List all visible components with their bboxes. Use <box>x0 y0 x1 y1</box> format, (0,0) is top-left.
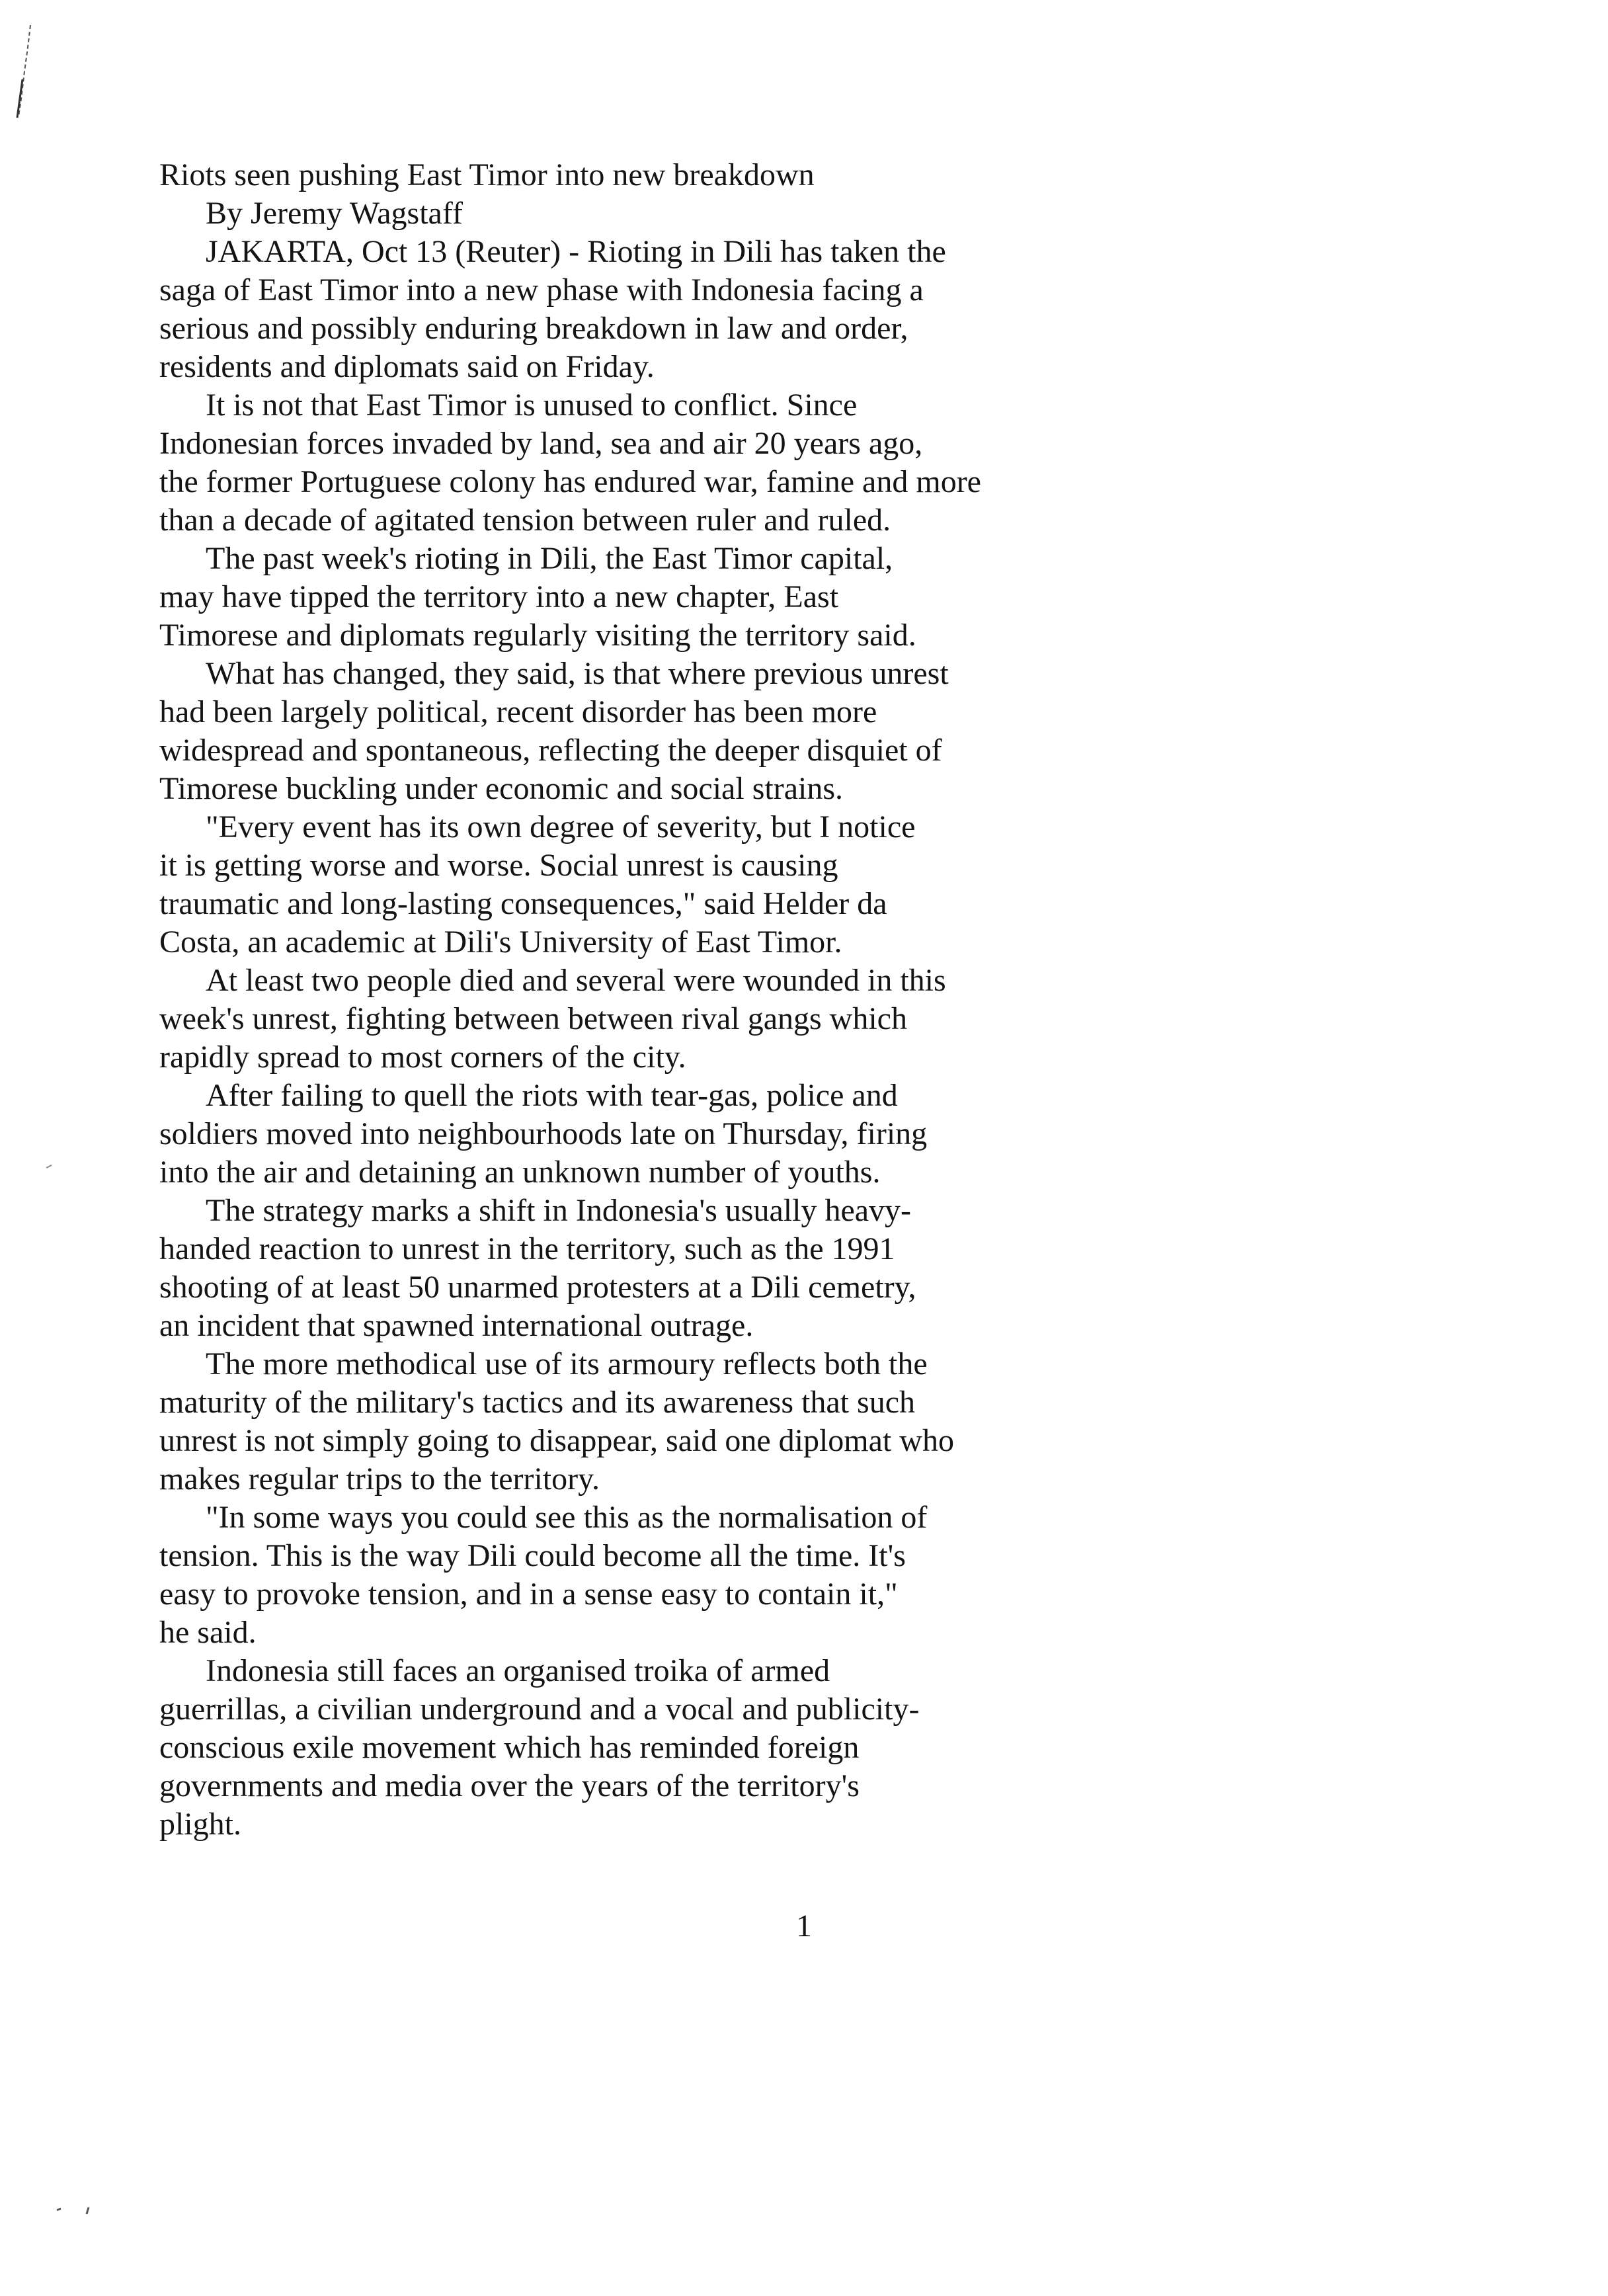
paragraph-line: After failing to quell the riots with tear-gas, police and <box>206 1078 898 1113</box>
paragraph-line: Timorese and diplomats regularly visiting the territory said. <box>159 618 916 653</box>
paragraph-line: guerrillas, a civilian underground and a vocal and publicity- <box>159 1692 920 1727</box>
paragraph-line: an incident that spawned international outrage. <box>159 1308 754 1343</box>
paragraph-line: tension. This is the way Dili could become all the time. It's <box>159 1538 906 1573</box>
paragraph-line: handed reaction to unrest in the territory, such as the 1991 <box>159 1231 895 1266</box>
paragraph-line: saga of East Timor into a new phase with Indonesia facing a <box>159 272 924 308</box>
paragraph-line: rapidly spread to most corners of the city. <box>159 1040 686 1075</box>
paragraph-line: maturity of the military's tactics and its awareness that such <box>159 1385 915 1420</box>
paragraph-line: The more methodical use of its armoury reflects both the <box>206 1346 928 1381</box>
paragraph <box>159 1498 1085 1652</box>
article <box>159 156 1085 1844</box>
paragraph <box>159 655 1085 808</box>
paragraph-line: Timorese buckling under economic and social strains. <box>159 771 844 806</box>
article-body <box>159 233 1085 1844</box>
byline: By Jeremy Wagstaff <box>206 196 463 231</box>
paragraph-line: The past week's rioting in Dili, the East Timor capital, <box>206 541 893 576</box>
paragraph-line: it is getting worse and worse. Social unrest is causing <box>159 848 838 883</box>
paragraph-line: week's unrest, fighting between between rival gangs which <box>159 1001 907 1036</box>
paragraph-line: governments and media over the years of the territory's <box>159 1768 860 1803</box>
paragraph <box>159 386 1085 540</box>
paragraph-line: JAKARTA, Oct 13 (Reuter) - Rioting in Dili has taken the <box>206 234 946 269</box>
paragraph-line: residents and diplomats said on Friday. <box>159 349 655 384</box>
paragraph <box>159 233 1085 386</box>
paragraph-line: plight. <box>159 1807 242 1842</box>
paragraph-line: widespread and spontaneous, reflecting the deeper disquiet of <box>159 733 942 768</box>
paragraph-line: "In some ways you could see this as the normalisation of <box>206 1500 928 1535</box>
paragraph-line: The strategy marks a shift in Indonesia's usually heavy- <box>206 1193 912 1228</box>
paragraph-line: "Every event has its own degree of severity, but I notice <box>206 809 916 844</box>
paragraph-line: unrest is not simply going to disappear, said one diplomat who <box>159 1423 954 1458</box>
paragraph-line: he said. <box>159 1615 257 1650</box>
paragraph <box>159 1345 1085 1498</box>
paragraph <box>159 1652 1085 1844</box>
paragraph <box>159 962 1085 1077</box>
paragraph-line: easy to provoke tension, and in a sense easy to contain it," <box>159 1577 898 1612</box>
paragraph-line: soldiers moved into neighbourhoods late on Thursday, firing <box>159 1116 928 1151</box>
paragraph-line: serious and possibly enduring breakdown in law and order, <box>159 311 908 346</box>
paragraph-line: Indonesia still faces an organised troika of armed <box>206 1653 830 1688</box>
paragraph <box>159 540 1085 655</box>
paragraph-line: Costa, an academic at Dili's University of East Timor. <box>159 924 842 960</box>
headline: Riots seen pushing East Timor into new breakdown <box>159 157 815 192</box>
paragraph <box>159 1077 1085 1192</box>
paragraph-line: shooting of at least 50 unarmed protesters at a Dili cemetry, <box>159 1270 916 1305</box>
paragraph-line: had been largely political, recent disorder has been more <box>159 694 877 729</box>
paragraph-line: makes regular trips to the territory. <box>159 1461 600 1496</box>
page-number: 1 <box>796 1908 812 1944</box>
paragraph-line: may have tipped the territory into a new chapter, East <box>159 579 839 614</box>
paragraph-line: It is not that East Timor is unused to conflict. Since <box>206 388 858 423</box>
paragraph-line: Indonesian forces invaded by land, sea and air 20 years ago, <box>159 426 923 461</box>
paragraph <box>159 1192 1085 1345</box>
paragraph-line: conscious exile movement which has reminded foreign <box>159 1730 860 1765</box>
paragraph-line: the former Portuguese colony has endured war, famine and more <box>159 464 981 499</box>
paragraph-line: What has changed, they said, is that where previous unrest <box>206 656 949 691</box>
paragraph <box>159 808 1085 962</box>
paragraph-line: traumatic and long-lasting consequences," said Helder da <box>159 886 887 921</box>
paragraph-line: into the air and detaining an unknown number of youths. <box>159 1155 881 1190</box>
paragraph-line: At least two people died and several were wounded in this <box>206 963 946 998</box>
paragraph-line: than a decade of agitated tension between ruler and ruled. <box>159 503 891 538</box>
